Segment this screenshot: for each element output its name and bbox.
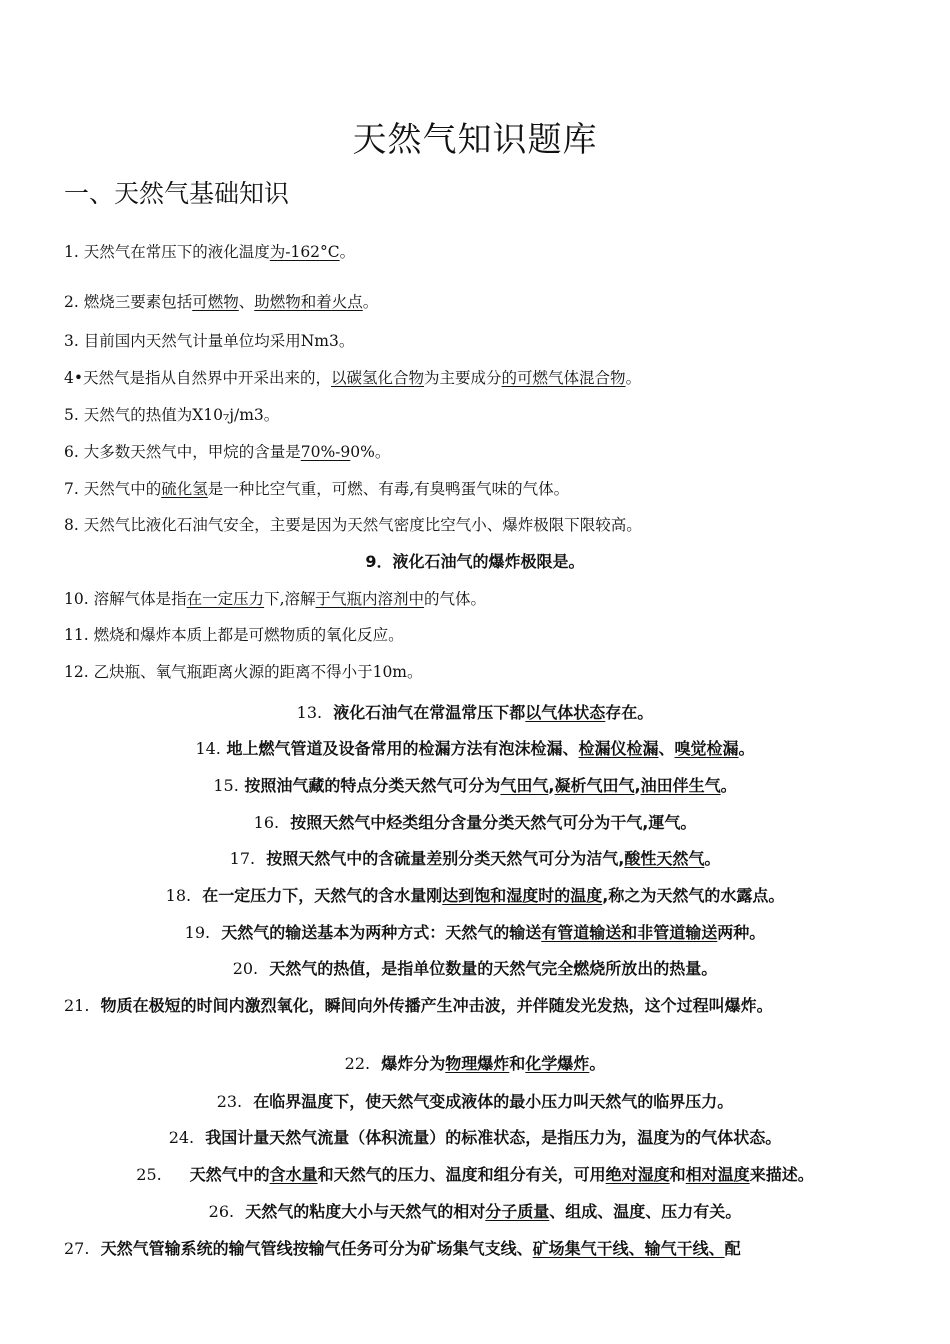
question-6: 6. 大多数天然气中，甲烷的含量是70%-90%。 bbox=[64, 443, 391, 461]
question-1: 1. 天然气在常压下的液化温度为-162°C。 bbox=[64, 243, 356, 261]
question-20: 20. 天然气的热值，是指单位数量的天然气完全燃烧所放出的热量。 bbox=[232, 959, 718, 978]
question-18: 18. 在一定压力下，天然气的含水量刚达到饱和湿度时的温度,称之为天然气的水露点。 bbox=[165, 886, 785, 905]
question-13: 13. 液化石油气在常温常压下都以气体状态存在。 bbox=[296, 703, 654, 722]
question-2: 2. 燃烧三要素包括可燃物、助燃物和着火点。 bbox=[64, 293, 379, 311]
question-21: 21. 物质在极短的时间内激烈氧化，瞬间向外传播产生冲击波，并伴随发光发热，这个过程叫爆炸。 bbox=[64, 996, 773, 1015]
question-27: 27. 天然气管输系统的输气管线按输气任务可分为矿场集气支线、矿场集气干线、输气干线、配 bbox=[64, 1239, 741, 1258]
question-16: 16. 按照天然气中烃类组分含量分类天然气可分为干气,運气。 bbox=[253, 813, 697, 832]
question-9: 9．液化石油气的爆炸极限是。 bbox=[365, 552, 585, 571]
question-11: 11. 燃烧和爆炸本质上都是可燃物质的氧化反应。 bbox=[64, 626, 404, 644]
question-23: 23. 在临界温度下，使天然气变成液体的最小压力叫天然气的临界压力。 bbox=[216, 1092, 734, 1111]
question-5: 5. 天然气的热值为X10₇j/m3。 bbox=[64, 406, 280, 424]
question-3: 3. 目前国内天然气计量单位均采用Nm3。 bbox=[64, 332, 355, 350]
question-17: 17. 按照天然气中的含硫量差别分类天然气可分为洁气,酸性天然气。 bbox=[229, 849, 721, 868]
page-title: 天然气知识题库 bbox=[352, 120, 598, 160]
question-15: 15. 按照油气藏的特点分类天然气可分为气田气,凝析气田气,油田伴生气。 bbox=[213, 776, 737, 795]
question-12: 12. 乙炔瓶、氧气瓶距离火源的距离不得小于10m。 bbox=[64, 663, 423, 681]
question-26: 26. 天然气的粘度大小与天然气的相对分子质量、组成、温度、压力有关。 bbox=[208, 1202, 742, 1221]
question-19: 19. 天然气的输送基本为两种方式：天然气的输送有管道输送和非管道输送两种。 bbox=[184, 923, 766, 942]
question-22: 22. 爆炸分为物理爆炸和化学爆炸。 bbox=[344, 1054, 606, 1073]
question-7: 7. 天然气中的硫化氢是一种比空气重，可燃、有毒,有臭鸭蛋气味的气体。 bbox=[64, 480, 570, 498]
question-8: 8. 天然气比液化石油气安全，主要是因为天然气密度比空气小、爆炸极限下限较高。 bbox=[64, 516, 642, 534]
question-25: 25. 天然气中的含水量和天然气的压力、温度和组分有关，可用绝对湿度和相对温度来描述。 bbox=[136, 1165, 814, 1184]
section-heading: 一、天然气基础知识 bbox=[64, 179, 290, 208]
question-10: 10. 溶解气体是指在一定压力下,溶解于气瓶内溶剂中的气体。 bbox=[64, 590, 487, 608]
question-24: 24. 我国计量天然气流量（体积流量）的标准状态，是指压力为，温度为的气体状态。 bbox=[168, 1128, 782, 1147]
question-4: 4•天然气是指从自然界中开采出来的，以碳氢化合物为主要成分的可燃气体混合物。 bbox=[64, 369, 642, 387]
question-14: 14. 地上燃气管道及设备常用的检漏方法有泡沫检漏、检漏仪检漏、嗅觉检漏。 bbox=[195, 739, 755, 758]
